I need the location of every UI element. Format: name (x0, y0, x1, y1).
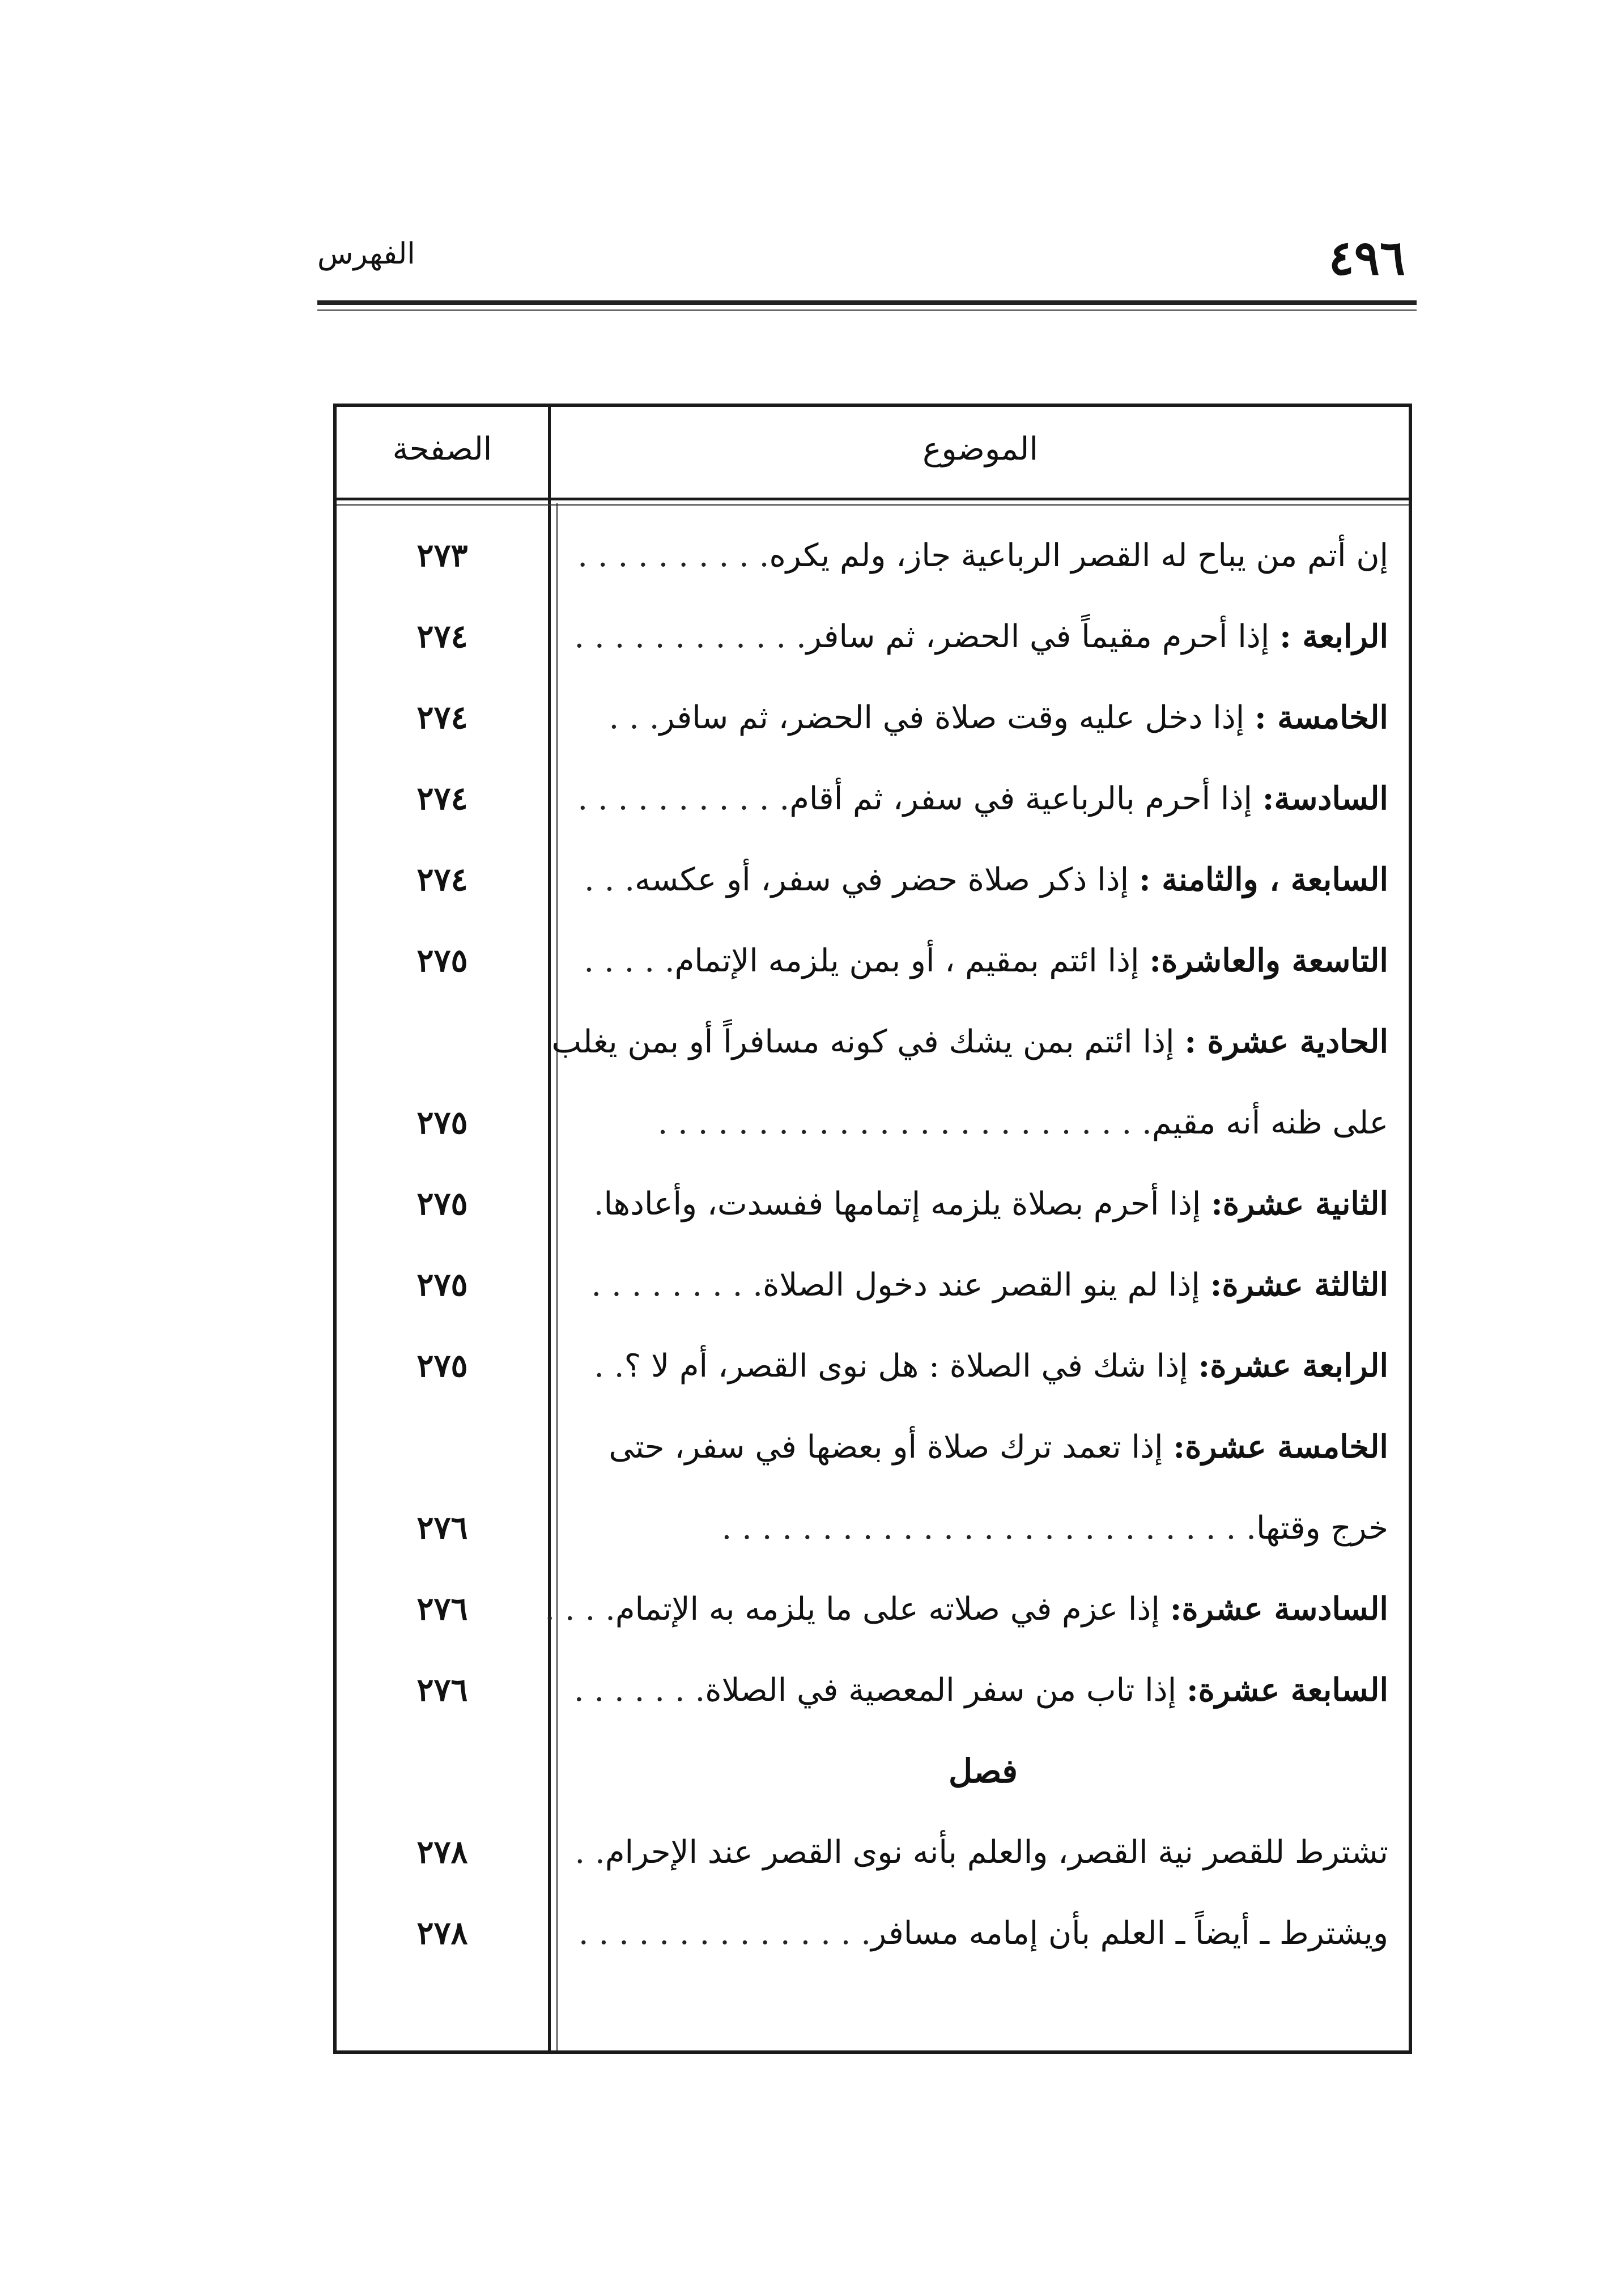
topic-cell (575, 1662, 1388, 1718)
header-divider-thin (337, 504, 1409, 506)
leader-dots: . . . . . (584, 942, 675, 979)
header-rule-thin (317, 309, 1417, 311)
topic-cell (575, 1419, 1388, 1475)
topic-text: إذا تعمد ترك صلاة أو بعضها في سفر، حتى (609, 1429, 1163, 1466)
table-row (337, 1419, 1409, 1487)
table-row (337, 1905, 1409, 1973)
topic-lead: الثانية عشرة: (1211, 1185, 1388, 1222)
section-heading-row (337, 1743, 1409, 1811)
topic-cell (575, 770, 1388, 827)
section-heading: فصل (949, 1752, 1018, 1790)
page-cell: ٢٧٤ (416, 699, 468, 736)
topic-cell (575, 932, 1388, 989)
topic-cell (575, 1175, 1388, 1232)
topic-text: تشترط للقصر نية القصر، والعلم بأنه نوى القصر عند الإحرام (605, 1834, 1388, 1871)
table-row (337, 527, 1409, 595)
topic-text: إذا ذكر صلاة حضر في سفر، أو عكسه (635, 861, 1129, 898)
table-row (337, 1175, 1409, 1243)
page-cell: ٢٧٦ (416, 1590, 468, 1628)
table-row (337, 608, 1409, 676)
table-row (337, 689, 1409, 757)
table-row (337, 770, 1409, 838)
table-row (337, 1094, 1409, 1162)
topic-cell (575, 689, 1388, 746)
table-row (337, 1662, 1409, 1730)
page-cell: ٢٧٥ (416, 1347, 468, 1385)
page-cell (337, 1013, 548, 1070)
topic-text: إذا لم ينو القصر عند دخول الصلاة (763, 1267, 1200, 1303)
page-cell: ٢٧٥ (416, 1185, 468, 1222)
topic-text: إذا أحرم بصلاة يلزمه إتمامها ففسدت، وأعادها (603, 1186, 1201, 1222)
topic-cell (551, 1013, 1388, 1070)
topic-text: إذا ائتم بمقيم ، أو بمن يلزمه الإتمام (674, 942, 1140, 979)
topic-text: إذا شك في الصلاة : هل نوى القصر، أم لا ؟ (624, 1348, 1188, 1385)
topic-lead: السادسة: (1262, 780, 1388, 817)
leader-dots: . . . . . . . (573, 1672, 705, 1709)
topic-cell (575, 1337, 1388, 1394)
column-header-topic: الموضوع (922, 431, 1038, 468)
topic-lead: الحادية عشرة : (1184, 1023, 1388, 1060)
page-cell (337, 1419, 548, 1475)
leader-dots: . . . (609, 699, 660, 736)
topic-lead: الثالثة عشرة: (1210, 1266, 1388, 1303)
page-cell: ٢٧٤ (416, 861, 468, 898)
table-row (337, 932, 1409, 1000)
leader-dots: . . . . . . . . . . . (577, 780, 790, 817)
topic-cell (575, 1256, 1388, 1313)
leader-dots: . . . . . . . . . . . . . . . . . . . . . . . . . . . (721, 1510, 1256, 1547)
page-number: ٤٩٦ (1328, 230, 1405, 286)
topic-text: إذا عزم في صلاته على ما يلزمه به الإتمام (615, 1591, 1160, 1628)
leader-dots: . . . (584, 861, 635, 898)
page-cell: ٢٧٤ (416, 618, 468, 655)
page-cell: ٢٧٦ (416, 1671, 468, 1709)
topic-lead: التاسعة والعاشرة: (1149, 942, 1388, 979)
table-row (337, 1824, 1409, 1892)
topic-cell (575, 1824, 1388, 1880)
leader-dots: . . . . . . . . . (591, 1267, 763, 1303)
topic-lead: الخامسة : (1255, 699, 1388, 736)
topic-lead: السابعة عشرة: (1186, 1671, 1388, 1709)
topic-lead: الرابعة : (1279, 618, 1388, 655)
topic-cell (575, 608, 1388, 665)
topic-text: إذا دخل عليه وقت صلاة في الحضر، ثم سافر (659, 699, 1245, 736)
page-cell: ٢٧٥ (416, 1104, 468, 1141)
page-cell: ٢٧٣ (416, 537, 468, 574)
toc-table (333, 404, 1412, 2054)
header-divider (337, 498, 1409, 500)
table-row (337, 1500, 1409, 1568)
leader-dots: . . . . . . . . . . (577, 537, 770, 574)
column-header-page: الصفحة (392, 431, 492, 468)
page-cell: ٢٧٦ (416, 1509, 468, 1547)
table-row (337, 851, 1409, 919)
topic-text: إذا أحرم مقيماً في الحضر، ثم سافر (806, 618, 1270, 655)
table-row (337, 1337, 1409, 1405)
topic-text: خرج وقتها (1256, 1510, 1388, 1547)
leader-dots: . . (575, 1834, 605, 1871)
table-row (337, 1256, 1409, 1324)
header-rule (317, 300, 1417, 305)
topic-text: إذا ائتم بمن يشك في كونه مسافراً أو بمن يغلب (551, 1024, 1175, 1060)
topic-cell (575, 1500, 1388, 1556)
topic-text: إذا تاب من سفر المعصية في الصلاة (705, 1672, 1177, 1709)
leader-dots: . . . . (545, 1591, 615, 1628)
topic-lead: الرابعة عشرة: (1198, 1347, 1388, 1385)
leader-dots: . (593, 1186, 604, 1222)
topic-lead: السادسة عشرة: (1170, 1590, 1388, 1628)
page-cell: ٢٧٤ (416, 780, 468, 817)
running-header-title: الفهرس (317, 237, 415, 271)
page-cell: ٢٧٥ (416, 1266, 468, 1303)
topic-cell (575, 1094, 1388, 1151)
leader-dots: . . . . . . . . . . . . . . . . . . . . . . . . . (657, 1105, 1152, 1141)
topic-lead: السابعة ، والثامنة : (1138, 861, 1388, 898)
topic-text: إن أتم من يباح له القصر الرباعية جاز، ولم يكره (769, 537, 1388, 574)
table-row (337, 1013, 1409, 1081)
topic-cell (575, 851, 1388, 908)
topic-lead: الخامسة عشرة: (1173, 1428, 1388, 1466)
topic-text: على ظنه أنه مقيم (1151, 1105, 1388, 1141)
leader-dots: . . . . . . . . . . . . (574, 618, 806, 655)
page-cell: ٢٧٨ (416, 1833, 468, 1871)
topic-text: ويشترط ـ أيضاً ـ العلم بأن إمامه مسافر (871, 1915, 1388, 1952)
leader-dots: . . . . . . . . . . . . . . . (578, 1915, 871, 1952)
topic-cell (575, 1905, 1388, 1961)
page-cell: ٢٧٥ (416, 942, 468, 979)
table-row (337, 1581, 1409, 1649)
topic-text: إذا أحرم بالرباعية في سفر، ثم أقام (789, 780, 1252, 817)
leader-dots: . . (594, 1348, 624, 1385)
page-cell: ٢٧٨ (416, 1914, 468, 1952)
topic-cell (545, 1581, 1388, 1637)
topic-cell (575, 527, 1388, 584)
